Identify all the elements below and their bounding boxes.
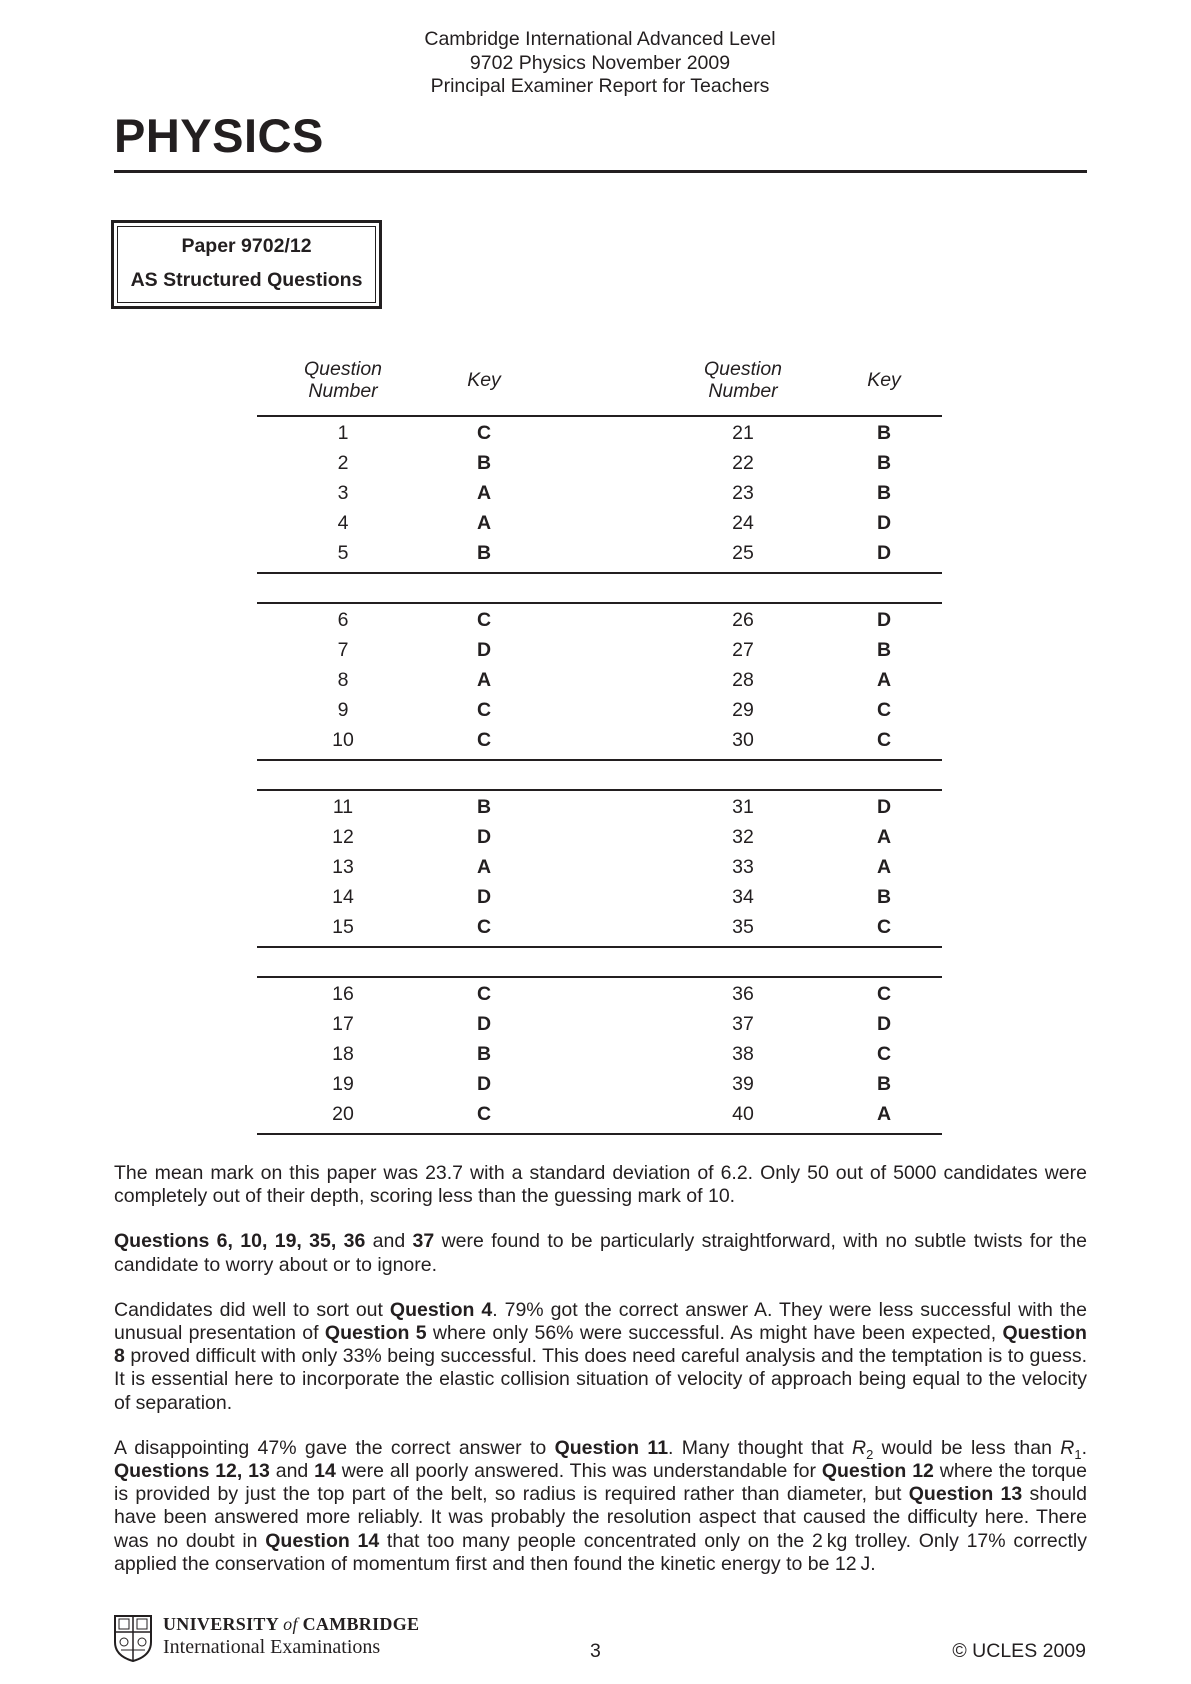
page-header [0,28,1191,99]
paragraph-text: 2 [866,1446,874,1462]
paragraph-text: where the torque is provided by just the top part of the belt, so radius is required rather than diameter, but [114,1460,1087,1506]
question-number-right: 24 [732,512,754,534]
key-right: C [876,983,892,1005]
key-right: A [876,1103,892,1125]
key-right: A [876,826,892,848]
table-gap [257,948,942,976]
key-left: C [476,699,492,721]
question-number-right: 39 [732,1073,754,1095]
table-row [257,1040,942,1070]
question-number-left: 5 [337,542,349,564]
key-right: C [876,916,892,938]
table-row [257,1010,942,1040]
paragraph-text: . Many thought that [668,1436,853,1459]
key-left: D [476,639,492,661]
key-right: C [876,1043,892,1065]
key-left: C [476,916,492,938]
key-left: C [476,1103,492,1125]
question-number-left: 14 [332,886,354,908]
key-right: A [876,669,892,691]
paragraph-text: The mean mark on this paper was 23.7 with a standard deviation of 6.2. Only 50 out of 5000 candidates were completely out of their depth, scoring less than the guessing mark of 10. [114,1162,1087,1208]
header-question-text: Question [303,358,383,380]
page-number: 3 [590,1640,601,1662]
header-key-right: Key [867,369,901,391]
question-number-right: 36 [732,983,754,1005]
paragraph-text: 37 [412,1230,435,1253]
paragraph-text: would be less than [873,1436,1061,1459]
logo-of: of [283,1614,298,1634]
table-row [257,539,942,569]
paragraph-text: R [852,1436,867,1459]
paragraph-text: that too many people concentrated only on the 2 kg trolley. Only 17% correctly applied the conservation of momentum first and then found the kinetic energy to be 12 J. [114,1529,1088,1575]
answer-key-table [257,352,942,1135]
question-number-left: 10 [332,729,354,751]
question-number-right: 34 [732,886,754,908]
header-question-number-right [657,358,829,402]
cambridge-logo [113,1614,420,1666]
paragraph [114,1437,1087,1576]
question-number-left: 18 [332,1043,354,1065]
logo-university: UNIVERSITY [163,1614,279,1634]
question-number-left: 16 [332,983,354,1005]
question-number-right: 22 [732,452,754,474]
header-question-text: Question [703,358,783,380]
question-number-right: 35 [732,916,754,938]
paragraph-text: Questions 6, 10, 19, 35, 36 [114,1230,366,1253]
paragraph-text: Question 5 [324,1322,427,1345]
key-left: D [476,1073,492,1095]
question-number-right: 33 [732,856,754,878]
table-row [257,1070,942,1100]
table-gap [257,574,942,602]
question-number-left: 7 [337,639,349,661]
question-number-right: 26 [732,609,754,631]
header-line-1: Cambridge International Advanced Level [424,28,776,50]
question-number-right: 21 [732,422,754,444]
key-right: B [876,452,892,474]
table-row [257,696,942,726]
table-row [257,1100,942,1130]
key-right: D [876,512,892,534]
question-number-right: 23 [732,482,754,504]
report-body [114,1162,1087,1598]
question-number-left: 3 [337,482,349,504]
key-left: B [476,542,492,564]
key-left: B [476,796,492,818]
question-number-right: 32 [732,826,754,848]
key-left: A [476,856,492,878]
paper-box [111,220,382,309]
paragraph-text: Question 13 [908,1483,1023,1506]
key-right: D [876,1013,892,1035]
paragraph [114,1162,1087,1208]
table-row [257,666,942,696]
key-right: B [876,639,892,661]
paragraph-text: . 79% got the correct answer A. They were less successful with the unusual presentation of [114,1298,1087,1345]
question-number-left: 1 [337,422,349,444]
answer-key-group [257,604,942,759]
table-row [257,479,942,509]
header-key-left: Key [467,369,501,391]
paper-type: AS Structured Questions [130,269,363,291]
header-line-3: Principal Examiner Report for Teachers [430,75,770,97]
key-right: B [876,422,892,444]
header-number-text: Number [308,380,378,402]
key-right: C [876,729,892,751]
key-right: D [876,609,892,631]
question-number-right: 25 [732,542,754,564]
answer-key-group [257,417,942,572]
paragraph-text: 14 [314,1460,336,1483]
question-number-left: 19 [332,1073,354,1095]
key-right: D [876,796,892,818]
table-gap [257,761,942,789]
paragraph-text: A disappointing 47% gave the correct answer to [114,1436,555,1459]
question-number-right: 29 [732,699,754,721]
question-number-right: 37 [732,1013,754,1035]
paragraph-text: and [269,1460,315,1483]
table-row [257,980,942,1010]
answer-key-body [257,415,942,1135]
paragraph-text: . [1081,1436,1087,1459]
key-right: A [876,856,892,878]
logo-cambridge: CAMBRIDGE [302,1614,420,1634]
table-row [257,449,942,479]
paragraph-text: 1 [1074,1446,1082,1462]
question-number-left: 6 [337,609,349,631]
table-row [257,823,942,853]
paragraph-text: Question 11 [554,1436,669,1459]
table-row [257,419,942,449]
paragraph-text: where only 56% were successful. As might have been expected, [426,1322,1003,1345]
paragraph [114,1299,1087,1415]
paragraph-text: Question 8 [114,1322,1087,1368]
header-number-text: Number [708,380,778,402]
answer-key-group [257,978,942,1133]
paragraph [114,1230,1087,1276]
question-number-left: 9 [337,699,349,721]
answer-key-group [257,791,942,946]
question-number-right: 38 [732,1043,754,1065]
key-left: B [476,452,492,474]
key-left: D [476,1013,492,1035]
table-row [257,913,942,943]
question-number-left: 11 [332,796,354,818]
key-right: B [876,886,892,908]
question-number-left: 12 [332,826,354,848]
question-number-left: 20 [332,1103,354,1125]
paragraph-text: proved difficult with only 33% being successful. This does need careful analysis and the temptation is to guess. It is essential here to incorporate the elastic collision situation of velocity of approach being equal to the velocity of separation. [114,1345,1087,1414]
table-row [257,883,942,913]
table-row [257,606,942,636]
paragraph-text: Questions 12, 13 [114,1460,270,1483]
header-question-number-left [257,358,429,402]
paragraph-text: R [1060,1436,1075,1459]
paragraph-text: Candidates did well to sort out [114,1298,390,1321]
page-title: PHYSICS [114,109,324,162]
question-number-left: 13 [332,856,354,878]
copyright: © UCLES 2009 [952,1640,1086,1662]
key-left: B [476,1043,492,1065]
table-row [257,726,942,756]
key-right: B [876,1073,892,1095]
cambridge-crest-icon [113,1614,153,1662]
question-number-right: 40 [732,1103,754,1125]
table-row [257,853,942,883]
answer-key-header [257,352,942,415]
question-number-left: 8 [337,669,349,691]
question-number-left: 15 [332,916,354,938]
key-left: C [476,729,492,751]
key-left: A [476,482,492,504]
paragraph-text: Question 14 [265,1529,380,1552]
logo-international-examinations: International Examinations [163,1636,381,1658]
key-left: C [476,609,492,631]
paragraph-text: were all poorly answered. This was understandable for [335,1460,822,1483]
paragraph-text: Question 4 [389,1298,493,1321]
question-number-left: 4 [337,512,349,534]
key-left: D [476,886,492,908]
key-left: C [476,983,492,1005]
key-left: D [476,826,492,848]
paragraph-text: should have been answered more reliably. It was probably the resolution aspect that caused the difficulty here. There was no doubt in [114,1483,1087,1552]
key-right: C [876,699,892,721]
title-rule [114,170,1087,173]
header-line-2: 9702 Physics November 2009 [469,51,731,74]
table-rule [257,1133,942,1135]
question-number-right: 27 [732,639,754,661]
question-number-left: 17 [332,1013,354,1035]
question-number-left: 2 [337,452,349,474]
question-number-right: 31 [732,796,754,818]
paragraph-text: were found to be particularly straightforward, with no subtle twists for the candidate to worry about or to ignore. [114,1230,1088,1276]
key-left: C [476,422,492,444]
key-left: A [476,669,492,691]
key-right: D [876,542,892,564]
paragraph-text: and [365,1230,413,1253]
question-number-right: 28 [732,669,754,691]
table-row [257,636,942,666]
key-left: A [476,512,492,534]
key-right: B [876,482,892,504]
table-row [257,793,942,823]
question-number-right: 30 [732,729,754,751]
paragraph-text: Question 12 [821,1460,934,1483]
table-row [257,509,942,539]
paper-code: Paper 9702/12 [181,235,312,257]
